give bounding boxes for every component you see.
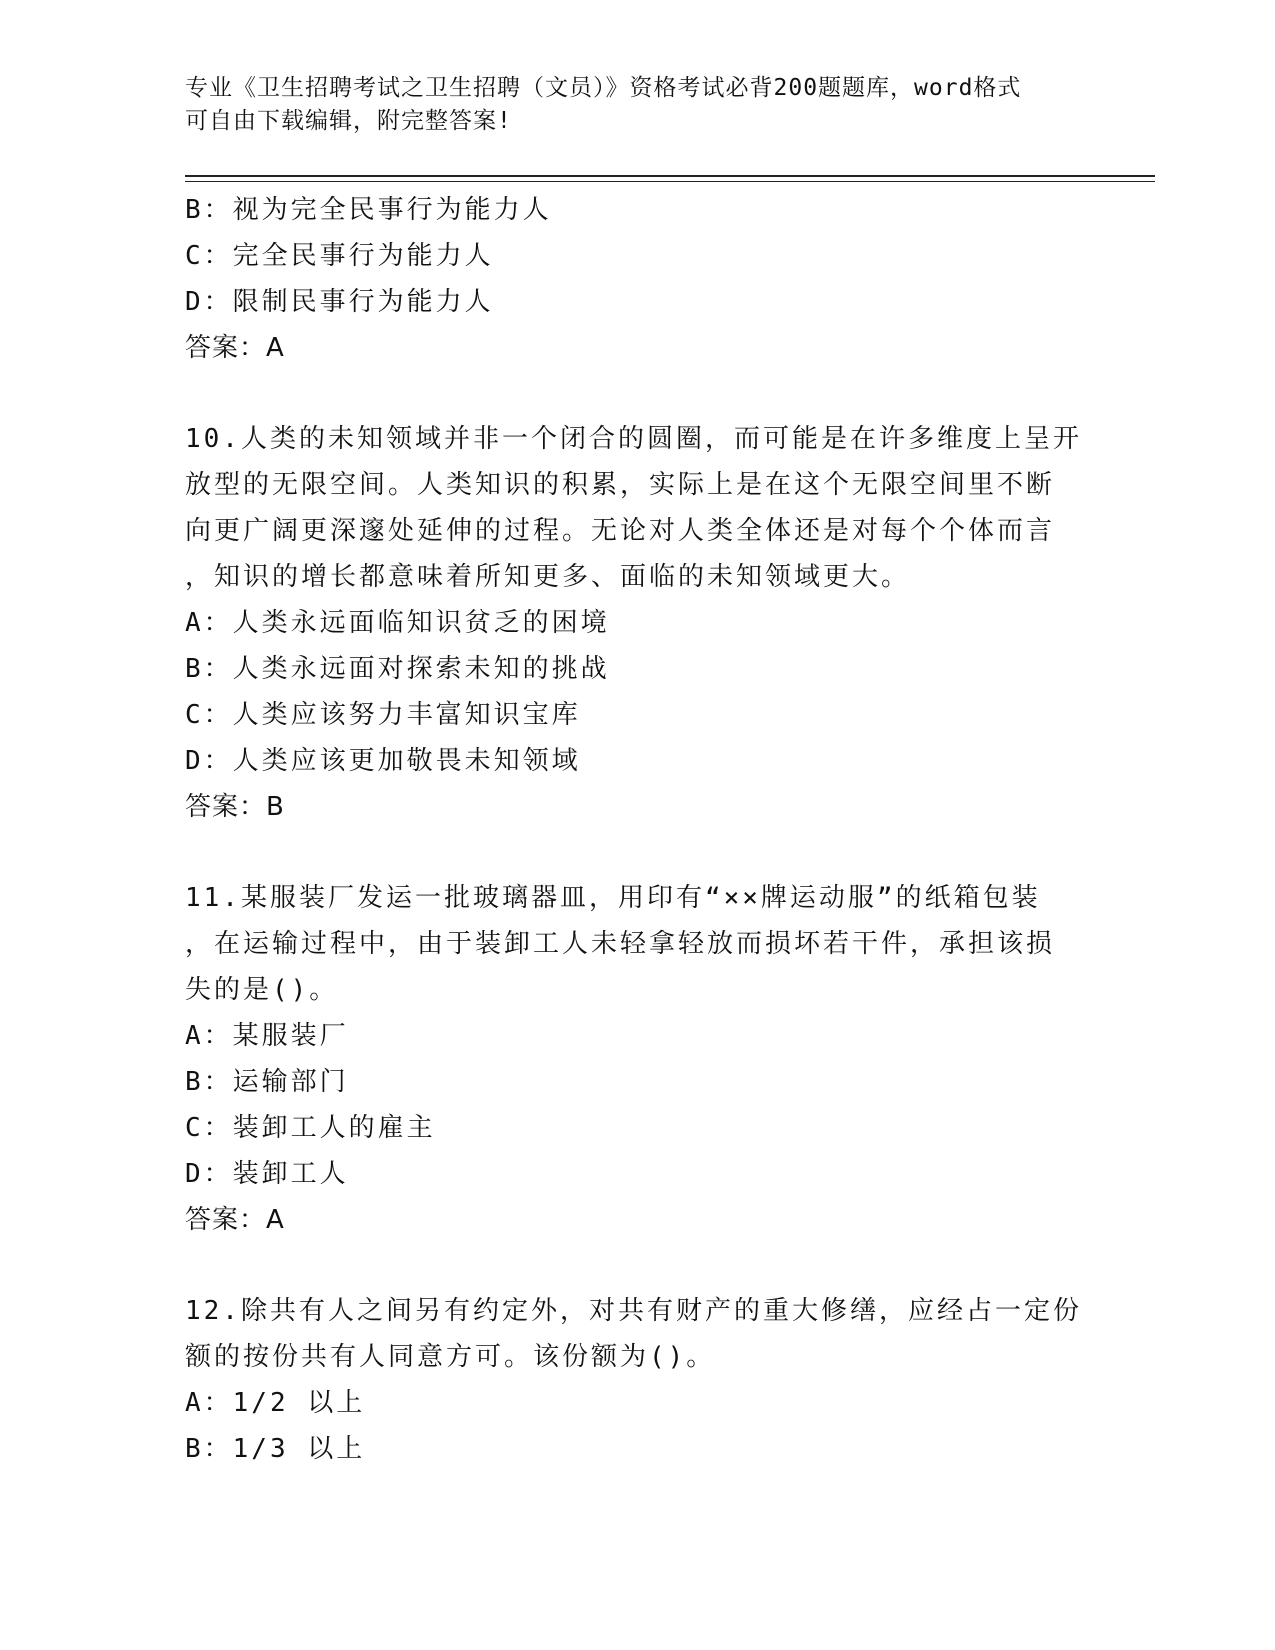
question-stem-line: ，知识的增长都意味着所知更多、面临的未知领域更大。 [185,562,911,592]
question-stem-line: 10.人类的未知领域并非一个闭合的圆圈，而可能是在许多维度上呈开 [185,424,1082,454]
question-stem-line: 失的是()。 [185,975,339,1005]
question-stem-line: 放型的无限空间。人类知识的积累，实际上是在这个无限空间里不断 [185,470,1056,500]
answer-line: 答案：A [185,333,285,363]
question-fragment [185,187,1085,371]
question-stem-line: 12.除共有人之间另有约定外，对共有财产的重大修缮，应经占一定份 [185,1296,1082,1326]
question-stem-line: 向更广阔更深邃处延伸的过程。无论对人类全体还是对每个个体而言 [185,516,1056,546]
question-stem-line: 额的按份共有人同意方可。该份额为()。 [185,1342,716,1372]
option-d: D：人类应该更加敬畏未知领域 [185,746,581,776]
option-a: A：1/2 以上 [185,1388,366,1418]
question-11 [185,875,1085,1243]
spacer [185,371,1085,416]
question-content [185,187,1085,1472]
question-stem-line: 11.某服装厂发运一批玻璃器皿，用印有“××牌运动服”的纸箱包装 [185,883,1041,913]
option-c: C：完全民事行为能力人 [185,241,494,271]
spacer [185,1243,1085,1288]
option-d: D：装卸工人 [185,1159,349,1189]
answer-line: 答案：A [185,1205,285,1235]
option-b: B：人类永远面对探索未知的挑战 [185,654,610,684]
header-divider-thick [185,175,1155,177]
question-10 [185,416,1085,830]
header-title-line-1: 专业《卫生招聘考试之卫生招聘（文员）》资格考试必背200题题库，word格式 [185,75,1022,101]
answer-line: 答案：B [185,792,285,822]
question-stem-line: ，在运输过程中，由于装卸工人未轻拿轻放而损坏若干件，承担该损 [185,929,1056,959]
option-a: A：某服装厂 [185,1021,349,1051]
option-a: A：人类永远面临知识贫乏的困境 [185,608,610,638]
spacer [185,830,1085,875]
option-b: B：运输部门 [185,1067,349,1097]
option-c: C：装卸工人的雇主 [185,1113,436,1143]
option-b: B：视为完全民事行为能力人 [185,195,552,225]
header-divider-thin [185,181,1155,182]
option-d: D：限制民事行为能力人 [185,287,494,317]
header-title-line-2: 可自由下载编辑，附完整答案! [185,108,512,134]
page-header [185,72,1065,138]
question-12 [185,1288,1085,1472]
option-b: B：1/3 以上 [185,1434,366,1464]
option-c: C：人类应该努力丰富知识宝库 [185,700,581,730]
